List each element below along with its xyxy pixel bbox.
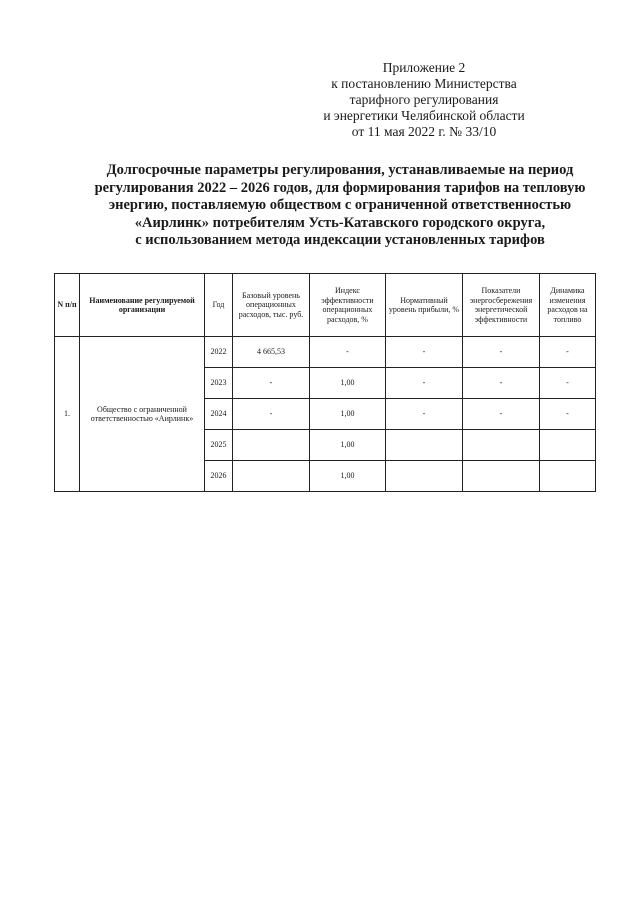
cell-index: 1,00 (310, 368, 386, 399)
cell-base (233, 461, 310, 492)
appendix-line: тарифного регулирования (349, 92, 499, 107)
header-index: Индекс эффективности операционных расходов, % (310, 274, 386, 337)
appendix-line: от 11 мая 2022 г. № 33/10 (351, 124, 497, 139)
cell-profit (386, 430, 463, 461)
organization-name: Общество с ограниченной ответственностью «Аирлинк» (80, 337, 205, 492)
table-row (55, 337, 596, 368)
cell-base: - (233, 399, 310, 430)
appendix-block (294, 60, 554, 140)
header-year: Год (205, 274, 233, 337)
cell-year: 2024 (205, 399, 233, 430)
cell-year: 2025 (205, 430, 233, 461)
cell-dynamics: - (540, 368, 596, 399)
header-dynamics: Динамика изменения расходов на топливо (540, 274, 596, 337)
header-profit: Нормативный уровень прибыли, % (386, 274, 463, 337)
table-header-row (55, 274, 596, 337)
cell-index: 1,00 (310, 430, 386, 461)
appendix-line: и энергетики Челябинской области (323, 108, 525, 123)
cell-energy: - (463, 337, 540, 368)
title-line: энергию, поставляемую обществом с ограниченной ответственностью (108, 197, 572, 213)
cell-year: 2026 (205, 461, 233, 492)
header-base: Базовый уровень операционных расходов, тыс. руб. (233, 274, 310, 337)
cell-base (233, 430, 310, 461)
title-line: регулирования 2022 – 2026 годов, для формирования тарифов на тепловую (94, 179, 586, 196)
document-title (60, 162, 620, 250)
cell-index: 1,00 (310, 399, 386, 430)
cell-energy (463, 430, 540, 461)
title-line: с использованием метода индексации установленных тарифов (135, 232, 545, 248)
cell-base: - (233, 368, 310, 399)
cell-dynamics: - (540, 399, 596, 430)
appendix-line: Приложение 2 (382, 60, 466, 75)
cell-year: 2023 (205, 368, 233, 399)
row-number: 1. (55, 337, 80, 492)
cell-dynamics (540, 461, 596, 492)
cell-energy (463, 461, 540, 492)
header-energy: Показатели энергосбережения энергетической эффективности (463, 274, 540, 337)
cell-index: 1,00 (310, 461, 386, 492)
cell-dynamics: - (540, 337, 596, 368)
cell-profit: - (386, 337, 463, 368)
header-org: Наименование регулируемой организации (80, 274, 205, 337)
cell-profit (386, 461, 463, 492)
title-line: Долгосрочные параметры регулирования, устанавливаемые на период (106, 162, 574, 178)
header-num: N п/п (55, 274, 80, 337)
cell-profit: - (386, 399, 463, 430)
cell-profit: - (386, 368, 463, 399)
parameters-table (54, 273, 596, 492)
appendix-line: к постановлению Министерства (331, 76, 517, 91)
cell-index: - (310, 337, 386, 368)
cell-base: 4 665,53 (233, 337, 310, 368)
title-line: «Аирлинк» потребителям Усть-Катавского городского округа, (134, 214, 546, 231)
cell-energy: - (463, 399, 540, 430)
cell-energy: - (463, 368, 540, 399)
cell-year: 2022 (205, 337, 233, 368)
cell-dynamics (540, 430, 596, 461)
